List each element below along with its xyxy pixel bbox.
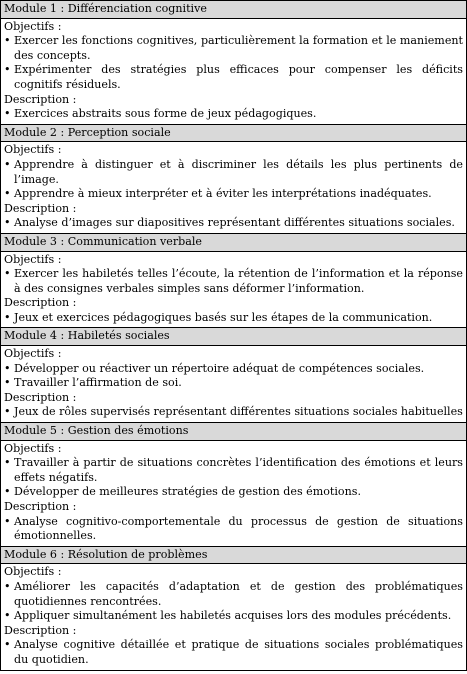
objectives-label: Objectifs : [4,565,62,579]
description-item: • Jeux de rôles supervisés représentant différentes situations sociales habituelles [4,405,463,420]
objective-item: • Exercer les habiletés telles l’écoute, la rétention de l’information et la réponse à des consignes verbales simples sans déformer l’information. [4,267,463,296]
module-title: Module 6 : Résolution de problèmes [1,547,466,565]
description-item: • Exercices abstraits sous forme de jeux pédagogiques. [4,107,463,122]
objective-item: • Apprendre à mieux interpréter et à éviter les interprétations inadéquates. [4,187,463,202]
objectives-list [4,456,463,500]
module-title: Module 3 : Communication verbale [1,234,466,252]
objective-item: • Expérimenter des stratégies plus efficaces pour compenser les déficits cognitifs résiduels. [4,63,463,92]
objective-item: • Travailler l’affirmation de soi. [4,376,463,391]
objectives-list [4,580,463,624]
description-label: Description : [4,92,77,106]
objective-item: • Appliquer simultanément les habiletés acquises lors des modules précédents. [4,609,463,624]
module-block [1,546,466,670]
objectives-label: Objectifs : [4,19,62,33]
description-list [4,515,463,544]
module-body [1,564,466,669]
objectives-list [4,158,463,202]
objectives-list [4,34,463,92]
description-list [4,405,463,420]
objectives-label: Objectifs : [4,143,62,157]
module-title: Module 4 : Habiletés sociales [1,328,466,346]
description-item: • Analyse cognitive détaillée et pratique de situations sociales problématiques du quotidien. [4,638,463,667]
objectives-label: Objectifs : [4,252,62,266]
description-list [4,107,463,122]
description-label: Description : [4,623,77,637]
description-list [4,311,463,326]
objective-item: • Améliorer les capacités d’adaptation et de gestion des problématiques quotidiennes rencontrées. [4,580,463,609]
module-block [1,327,466,422]
objective-item: • Développer de meilleures stratégies de gestion des émotions. [4,485,463,500]
description-list [4,638,463,667]
description-label: Description : [4,296,77,310]
objectives-list [4,267,463,296]
module-body [1,252,466,328]
module-block [1,422,466,546]
description-label: Description : [4,390,77,404]
objectives-label: Objectifs : [4,347,62,361]
module-title: Module 1 : Différenciation cognitive [1,1,466,19]
objective-item: • Travailler à partir de situations concrètes l’identification des émotions et leurs effets négatifs. [4,456,463,485]
description-list [4,216,463,231]
module-body [1,346,466,422]
description-item: • Analyse cognitivo-comportementale du processus de gestion de situations émotionnelles. [4,515,463,544]
objectives-label: Objectifs : [4,441,62,455]
objectives-list [4,362,463,391]
objective-item: • Développer ou réactiver un répertoire adéquat de compétences sociales. [4,362,463,377]
module-title: Module 5 : Gestion des émotions [1,423,466,441]
description-item: • Jeux et exercices pédagogiques basés sur les étapes de la communication. [4,311,463,326]
objective-item: • Exercer les fonctions cognitives, particulièrement la formation et le maniement des concepts. [4,34,463,63]
module-block [1,1,466,124]
module-block [1,124,466,233]
module-body [1,441,466,546]
module-body [1,19,466,124]
objective-item: • Apprendre à distinguer et à discriminer les détails les plus pertinents de l’image. [4,158,463,187]
description-label: Description : [4,201,77,215]
description-item: • Analyse d’images sur diapositives représentant différentes situations sociales. [4,216,463,231]
module-title: Module 2 : Perception sociale [1,125,466,143]
description-label: Description : [4,500,77,513]
module-body [1,142,466,233]
module-block [1,233,466,328]
